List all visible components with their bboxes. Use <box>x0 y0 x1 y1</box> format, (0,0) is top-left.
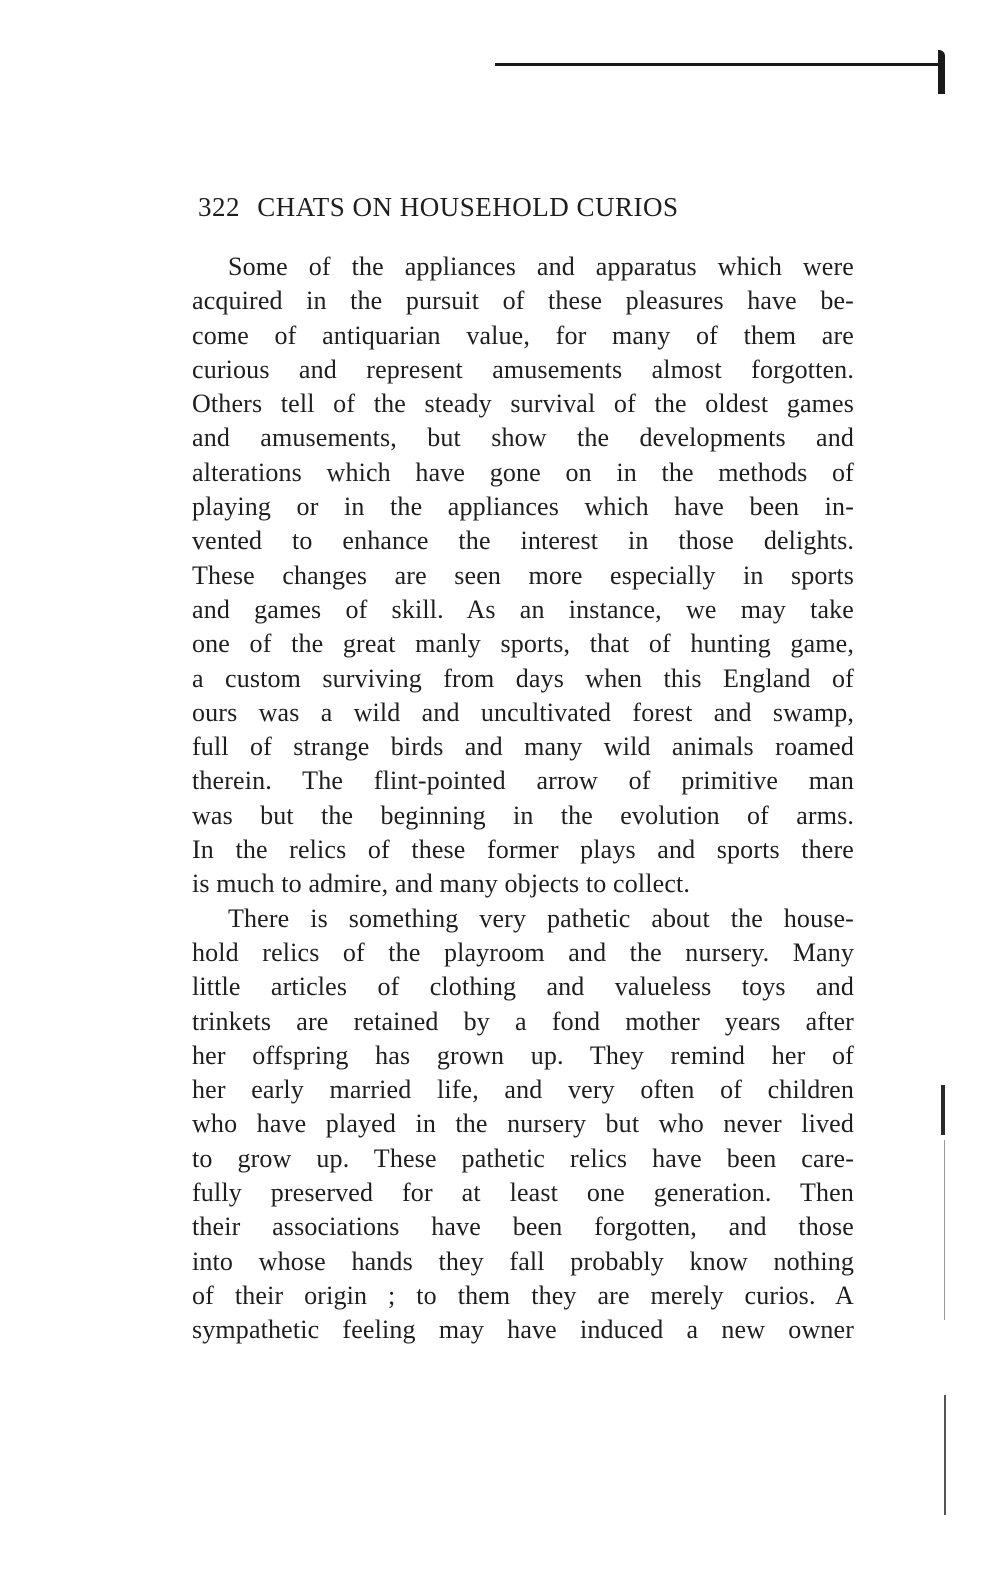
scan-artifact-mark <box>941 1085 945 1135</box>
text-line: her offspring has grown up. They remind her of <box>192 1040 854 1070</box>
text-line: curious and represent amusements almost forgotten. <box>192 354 854 384</box>
text-line: come of antiquarian value, for many of them are <box>192 320 854 350</box>
text-line: therein. The flint-pointed arrow of primitive man <box>192 766 854 796</box>
text-line: Others tell of the steady survival of the oldest games <box>192 389 854 419</box>
text-line: Some of the appliances and apparatus which were <box>228 252 854 281</box>
text-line: who have played in the nursery but who never lived <box>192 1109 854 1139</box>
text-line: and amusements, but show the developments and <box>192 423 854 453</box>
body-text <box>192 250 854 1348</box>
text-line: In the relics of these former plays and sports there <box>192 835 854 865</box>
text-line: ours was a wild and uncultivated forest and swamp, <box>192 697 854 727</box>
text-line: to grow up. These pathetic relics have been care- <box>192 1143 854 1173</box>
scan-border-corner <box>938 50 945 94</box>
running-title: CHATS ON HOUSEHOLD CURIOS <box>257 192 679 222</box>
page-number: 322 <box>198 192 240 222</box>
text-line: her early married life, and very often of children <box>192 1075 854 1105</box>
text-line: into whose hands they fall probably know nothing <box>192 1246 854 1276</box>
text-line: of their origin ; to them they are merely curios. A <box>192 1280 854 1310</box>
text-line: full of strange birds and many wild animals roamed <box>192 732 854 762</box>
text-line: sympathetic feeling may have induced a new owner <box>192 1315 854 1345</box>
text-line: is much to admire, and many objects to collect. <box>192 869 691 899</box>
text-line: There is something very pathetic about the house- <box>228 903 854 933</box>
scan-border-line <box>495 63 943 66</box>
text-line: a custom surviving from days when this England of <box>192 663 854 693</box>
text-line: their associations have been forgotten, and those <box>192 1212 854 1242</box>
paragraph-1 <box>192 250 854 902</box>
scan-artifact-mark <box>944 1395 946 1515</box>
text-line: little articles of clothing and valueless toys and <box>192 972 854 1002</box>
text-line: alterations which have gone on in the methods of <box>192 457 854 487</box>
text-line: was but the beginning in the evolution of arms. <box>192 800 854 830</box>
text-line: and games of skill. As an instance, we may take <box>192 594 854 624</box>
text-line: hold relics of the playroom and the nursery. Many <box>192 937 854 967</box>
text-line: playing or in the appliances which have been in- <box>192 492 854 522</box>
text-line: acquired in the pursuit of these pleasures have be- <box>192 286 854 316</box>
text-line: These changes are seen more especially in sports <box>192 560 854 590</box>
text-line: one of the great manly sports, that of hunting game, <box>192 629 854 659</box>
paragraph-2 <box>192 902 854 1348</box>
text-line: vented to enhance the interest in those delights. <box>192 526 854 556</box>
running-header <box>198 192 818 223</box>
text-line: trinkets are retained by a fond mother years after <box>192 1006 854 1036</box>
text-line: fully preserved for at least one generation. Then <box>192 1178 854 1208</box>
scan-artifact-mark <box>944 1140 945 1320</box>
